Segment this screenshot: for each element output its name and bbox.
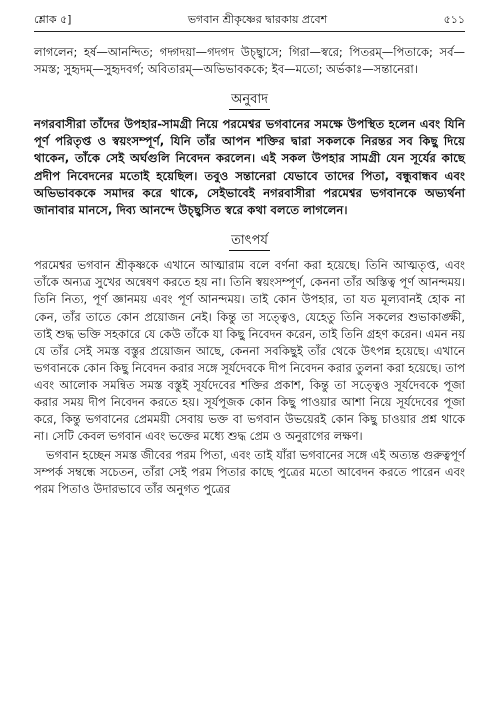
page	[0, 9, 499, 720]
translation-heading	[34, 92, 465, 110]
chapter-title: ভগবান শ্রীকৃষ্ণের দ্বারকায় প্রবেশ	[187, 12, 328, 26]
running-header	[34, 9, 465, 32]
purport-heading-text: তাৎপর্য	[229, 233, 270, 251]
translation-text: নগরবাসীরা তাঁদের উপহার-সামগ্রী নিয়ে পরমেশ্বর ভগবানের সমক্ষে উপস্থিত হলেন এবং যিনি পূর্ণ পরিতৃপ্ত ও স্বয়ংসম্পূর্ণ, যিনি তাঁর আপন শক্তির দ্বারা সকলকে নিরন্তর সব কিছু দিয়ে থাকেন, তাঁকে সেই অর্ঘগুলি নিবেদন করলেন। এই সকল উপহার সামগ্রী যেন সূর্যের কাছে প্রদীপ নিবেদনের মতোই হয়েছিল। তবুও সন্তানেরা যেভাবে তাদের পিতা, বন্ধুবান্ধব এবং অভিভাবককে সমাদর করে থাকে, সেইভাবেই নগরবাসীরা পরমেশ্বর ভগবানকে অভ্যর্থনা জানাবার মানসে, দিব্য আনন্দে উচ্ছ্বসিত স্বরে কথা বলতে লাগলেন।	[34, 117, 465, 218]
verse-reference: শ্লোক ৫]	[34, 12, 72, 26]
page-number: ৫১১	[443, 12, 465, 26]
purport-body	[34, 257, 465, 498]
translation-heading-text: অনুবাদ	[229, 92, 270, 110]
purport-paragraph-2: ভগবান হচ্ছেন সমস্ত জীবের পরম পিতা, এবং তাই যাঁরা ভগবানের সঙ্গে এই অত্যন্ত গুরুত্বপূর্ণ সম্পর্ক সম্বন্ধে সচেতন, তাঁরা সেই পরম পিতার কাছে পুত্রের মতো আবেদন করতে পারেন এবং পরম পিতাও উদারভাবে তাঁর অনুগত পুত্রের	[34, 448, 465, 497]
purport-heading	[34, 233, 465, 251]
purport-paragraph-1: পরমেশ্বর ভগবান শ্রীকৃষ্ণকে এখানে আত্মারাম বলে বর্ণনা করা হয়েছে। তিনি আত্মতৃপ্ত, এবং তাঁকে অন্যত্র সুখের অন্বেষণ করতে হয় না। তিনি স্বয়ংসম্পূর্ণ, কেননা তাঁর অস্তিত্ব পূর্ণ আনন্দময়। তিনি নিত্য, পূর্ণ জ্ঞানময় এবং পূর্ণ আনন্দময়। তাই কোন উপহার, তা যত মূল্যবানই হোক না কেন, তাঁর তাতে কোন প্রয়োজন নেই। কিন্তু তা সত্ত্বেও, যেহেতু তিনি সকলের শুভাকাঙ্ক্ষী, তাই শুদ্ধ ভক্তি সহকারে যে কেউ তাঁকে যা কিছু নিবেদন করেন, তাই তিনি গ্রহণ করেন। এমন নয় যে তাঁর সেই সমস্ত বস্তুর প্রয়োজন আছে, কেননা সবকিছুই তাঁর থেকে উৎপন্ন হয়েছে। এখানে ভগবানকে কোন কিছু নিবেদন করার সঙ্গে সূর্যদেবকে দীপ নিবেদন করার তুলনা করা হয়েছে। তাপ এবং আলোক সমন্বিত সমস্ত বস্তুই সূর্যদেবের শক্তির প্রকাশ, কিন্তু তা সত্ত্বেও সূর্যদেবকে পূজা করার সময় দীপ নিবেদন করতে হয়। সূর্যপূজক কোন কিছু পাওয়ার আশা নিয়ে সূর্যদেবের পূজা করে, কিন্তু ভগবানের প্রেমময়ী সেবায় ভক্ত বা ভগবান উভয়েরই কোন কিছু চাওয়ার প্রশ্ন থাকে না। সেটি কেবল ভগবান এবং ভক্তের মধ্যে শুদ্ধ প্রেম ও অনুরাগের লক্ষণ।	[34, 258, 465, 444]
word-synonyms: লাগলেন; হর্ষ—আনন্দিত; গদ্গদয়া—গদগদ উচ্ছ্বাসে; গিরা—স্বরে; পিতরম্—পিতাকে; সর্ব—সমস্ত; সুহৃদম্—সুহৃদবর্গ; অবিতারম্—অভিভাবককে; ইব—মতো; অর্ভকাঃ—সন্তানেরা।	[34, 45, 465, 76]
